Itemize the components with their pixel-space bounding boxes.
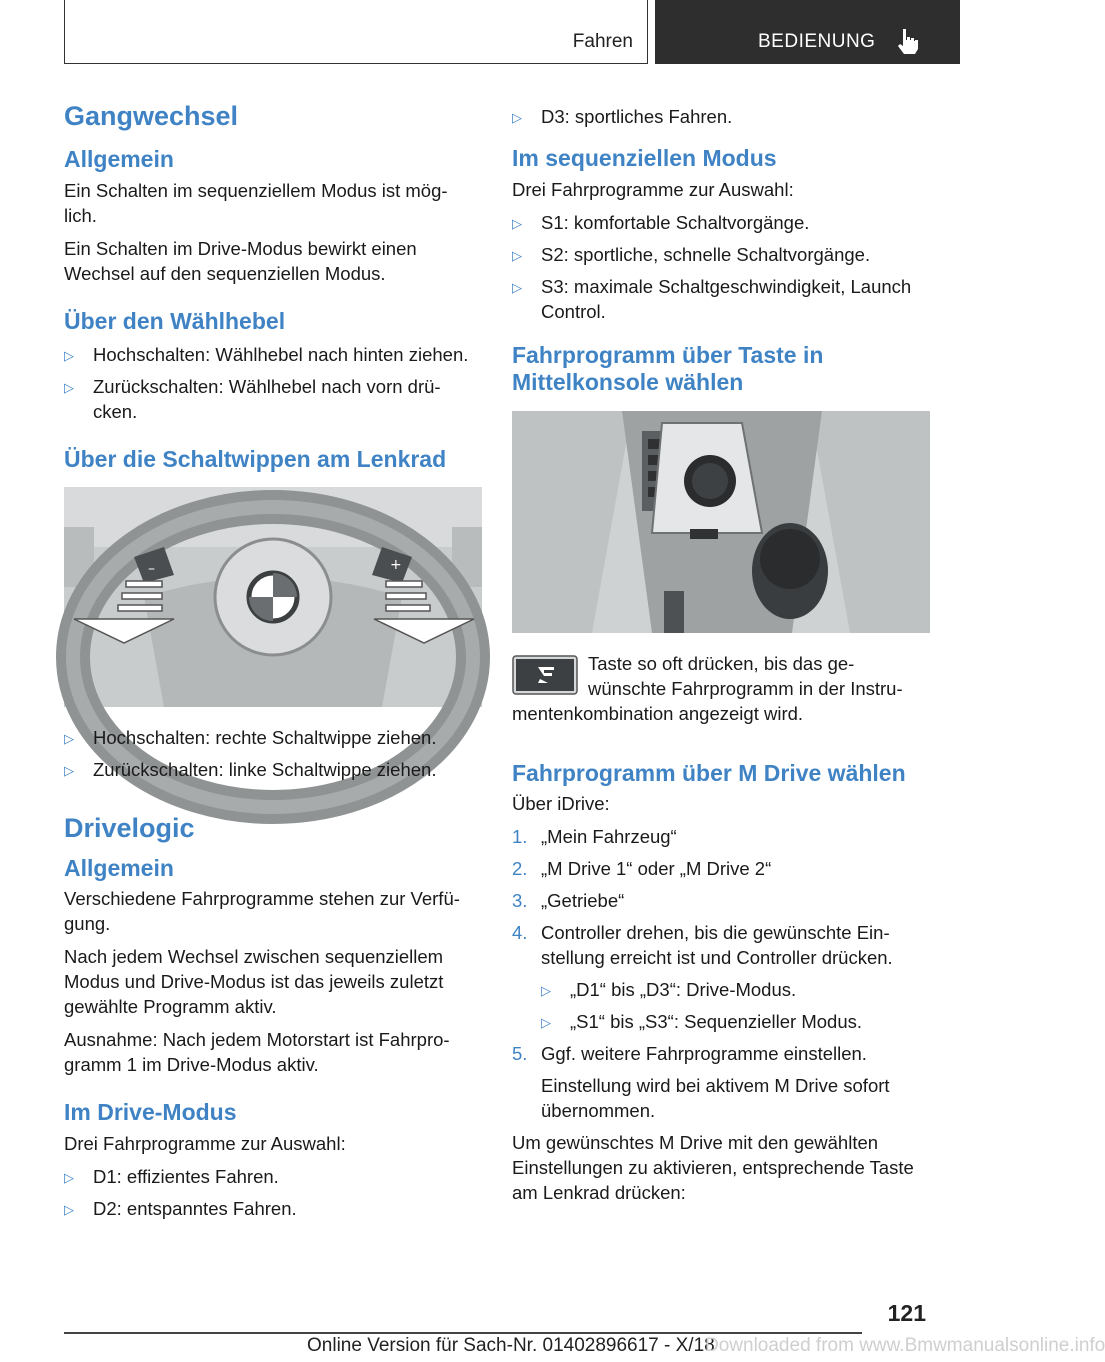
triangle-bullet-icon: ▷ xyxy=(64,347,74,363)
list-item xyxy=(512,210,930,235)
step-note: Einstellung wird bei aktivem M Drive sofort übernommen. xyxy=(541,1075,890,1122)
list-item-text: „S1“ bis „S3“: Sequenzieller Modus. xyxy=(570,1011,863,1033)
heading-drivelogic: Drivelogic xyxy=(64,813,195,844)
taste-instruction xyxy=(512,651,930,726)
header-section: Fahren xyxy=(572,31,633,52)
paragraph xyxy=(64,178,482,228)
list-item-text: „M Drive 1“ oder „M Drive 2“ xyxy=(541,858,772,880)
list-item xyxy=(541,1009,930,1034)
list-item-text: „Getriebe“ xyxy=(541,890,625,912)
paragraph-line: Wechsel auf den sequenziellen Modus. xyxy=(64,262,386,284)
triangle-bullet-icon: ▷ xyxy=(541,983,551,999)
list-item-text: D3: sportliches Fahren. xyxy=(541,106,733,127)
paragraph: Nach jedem Wechsel zwischen sequenziellem Modus und Drive-Modus ist das jeweils zuletzt gewählte Programm aktiv. xyxy=(64,946,444,1018)
pointing-hand-icon xyxy=(896,28,918,54)
list-item-text: D1: effizientes Fahren. xyxy=(93,1165,279,1187)
list-item-text: S2: sportliche, schnelle Schaltvorgänge. xyxy=(541,243,871,265)
heading-waehlhebel: Über den Wählhebel xyxy=(64,307,286,334)
paragraph-line: Ein Schalten im Drive-Modus bewirkt einen xyxy=(64,237,417,259)
triangle-bullet-icon: ▷ xyxy=(512,110,522,125)
list-item-text: Controller drehen, bis die gewünschte Ein‐stellung erreicht ist und Controller drücken. xyxy=(541,922,893,969)
heading-drive-modus: Im Drive-Modus xyxy=(64,1099,237,1126)
list-item xyxy=(64,374,482,424)
footer-text: Online Version für Sach-Nr. 01402896617 - X/18 xyxy=(307,1335,715,1356)
bullet-list xyxy=(512,210,930,324)
paragraph-line: mentenkombination angezeigt wird. xyxy=(512,702,804,724)
triangle-bullet-icon: ▷ xyxy=(512,247,522,263)
header-chapter-box xyxy=(655,0,960,64)
footer-divider xyxy=(64,1332,862,1334)
drive-mode-button-icon xyxy=(512,655,578,695)
svg-text:+: + xyxy=(390,557,402,574)
list-item-text: S1: komfortable Schaltvorgänge. xyxy=(541,211,810,233)
page-number: 121 xyxy=(887,1300,926,1326)
list-item-text: Hochschalten: rechte Schaltwippe ziehen. xyxy=(93,727,437,749)
list-item-text: Ggf. weitere Fahrprogramme einstellen. xyxy=(541,1043,867,1065)
triangle-bullet-icon: ▷ xyxy=(512,215,522,231)
list-item xyxy=(512,274,930,324)
triangle-bullet-icon: ▷ xyxy=(64,379,74,395)
heading-allgemein: Allgemein xyxy=(64,146,174,173)
steering-wheel-paddles-image xyxy=(64,487,482,707)
paragraph-line: Ein Schalten im sequenziellem Modus ist mög- xyxy=(64,179,448,201)
triangle-bullet-icon: ▷ xyxy=(64,731,74,747)
triangle-bullet-icon: ▷ xyxy=(541,1015,551,1031)
list-item xyxy=(64,1196,482,1221)
list-item-text: „D1“ bis „D3“: Drive-Modus. xyxy=(570,979,797,1001)
bullet-list xyxy=(64,1164,482,1221)
paragraph-line: wünschte Fahrprogramm in der Instru‐ xyxy=(588,677,903,699)
paragraph: Drei Fahrprogramme zur Auswahl: xyxy=(64,1132,346,1154)
list-item xyxy=(512,856,930,881)
bullet-list xyxy=(64,342,482,424)
list-item xyxy=(512,824,930,849)
list-item xyxy=(512,242,930,267)
list-item-text: Hochschalten: Wählhebel nach hinten ziehen. xyxy=(93,343,469,365)
heading-m-drive: Fahrprogramm über M Drive wählen xyxy=(512,759,906,786)
bullet-list xyxy=(512,104,930,129)
paragraph xyxy=(64,236,482,286)
triangle-bullet-icon: ▷ xyxy=(64,1169,74,1185)
list-item-text: S3: maximale Schaltgeschwindigkeit, Launch Control. xyxy=(541,275,912,322)
list-item-text: D2: entspanntes Fahren. xyxy=(93,1197,297,1219)
paragraph-line: Taste so oft drücken, bis das ge‐ xyxy=(588,652,855,674)
watermark: Downloaded from www.Bmwmanualsonline.info xyxy=(705,1335,1105,1356)
svg-text:–: – xyxy=(148,561,155,578)
heading-sequenziell: Im sequenziellen Modus xyxy=(512,145,777,171)
triangle-bullet-icon: ▷ xyxy=(64,763,74,779)
left-column xyxy=(64,100,482,1228)
paragraph: Über iDrive: xyxy=(512,793,610,815)
right-column xyxy=(512,104,930,1213)
list-item-text: Zurückschalten: linke Schaltwippe ziehen. xyxy=(93,759,437,781)
center-console-image xyxy=(512,411,930,633)
header-chapter: BEDIENUNG xyxy=(758,31,876,52)
list-item xyxy=(512,104,930,129)
list-item-number: 4. xyxy=(512,922,528,944)
list-item xyxy=(512,888,930,913)
list-item-number: 2. xyxy=(512,858,528,880)
list-item-number: 5. xyxy=(512,1043,528,1065)
list-item-number: 3. xyxy=(512,890,528,912)
triangle-bullet-icon: ▷ xyxy=(512,279,522,295)
heading-schaltwippen: Über die Schaltwippen am Lenkrad xyxy=(64,445,447,472)
paragraph: Ausnahme: Nach jedem Motorstart ist Fahrpro‐gramm 1 im Drive-Modus aktiv. xyxy=(64,1029,450,1076)
list-item xyxy=(64,342,482,367)
sub-bullet-list xyxy=(541,977,930,1034)
paragraph: Verschiedene Fahrprogramme stehen zur Verfü‐gung. xyxy=(64,888,460,935)
heading-allgemein: Allgemein xyxy=(64,854,174,881)
list-item xyxy=(512,1041,930,1123)
numbered-list xyxy=(512,824,930,1123)
list-item xyxy=(512,920,930,1034)
header-section-box xyxy=(64,0,648,64)
list-item xyxy=(64,757,482,782)
list-item xyxy=(64,725,482,750)
paragraph: Um gewünschtes M Drive mit den gewählten Einstellungen zu aktivieren, entsprechende Taste am Lenkrad drücken: xyxy=(512,1132,914,1204)
heading-gangwechsel: Gangwechsel xyxy=(64,101,239,131)
list-item xyxy=(541,977,930,1002)
list-item-number: 1. xyxy=(512,826,528,848)
list-item xyxy=(64,1164,482,1189)
list-item-text: Zurückschalten: Wählhebel nach vorn drü‐cken. xyxy=(93,375,441,422)
paragraph: Drei Fahrprogramme zur Auswahl: xyxy=(512,178,794,200)
paragraph-line: lich. xyxy=(64,204,97,226)
list-item-text: „Mein Fahrzeug“ xyxy=(541,826,677,848)
heading-taste-mittelkonsole: Fahrprogramm über Taste in Mittelkonsole wählen xyxy=(512,341,824,396)
triangle-bullet-icon: ▷ xyxy=(64,1201,74,1217)
